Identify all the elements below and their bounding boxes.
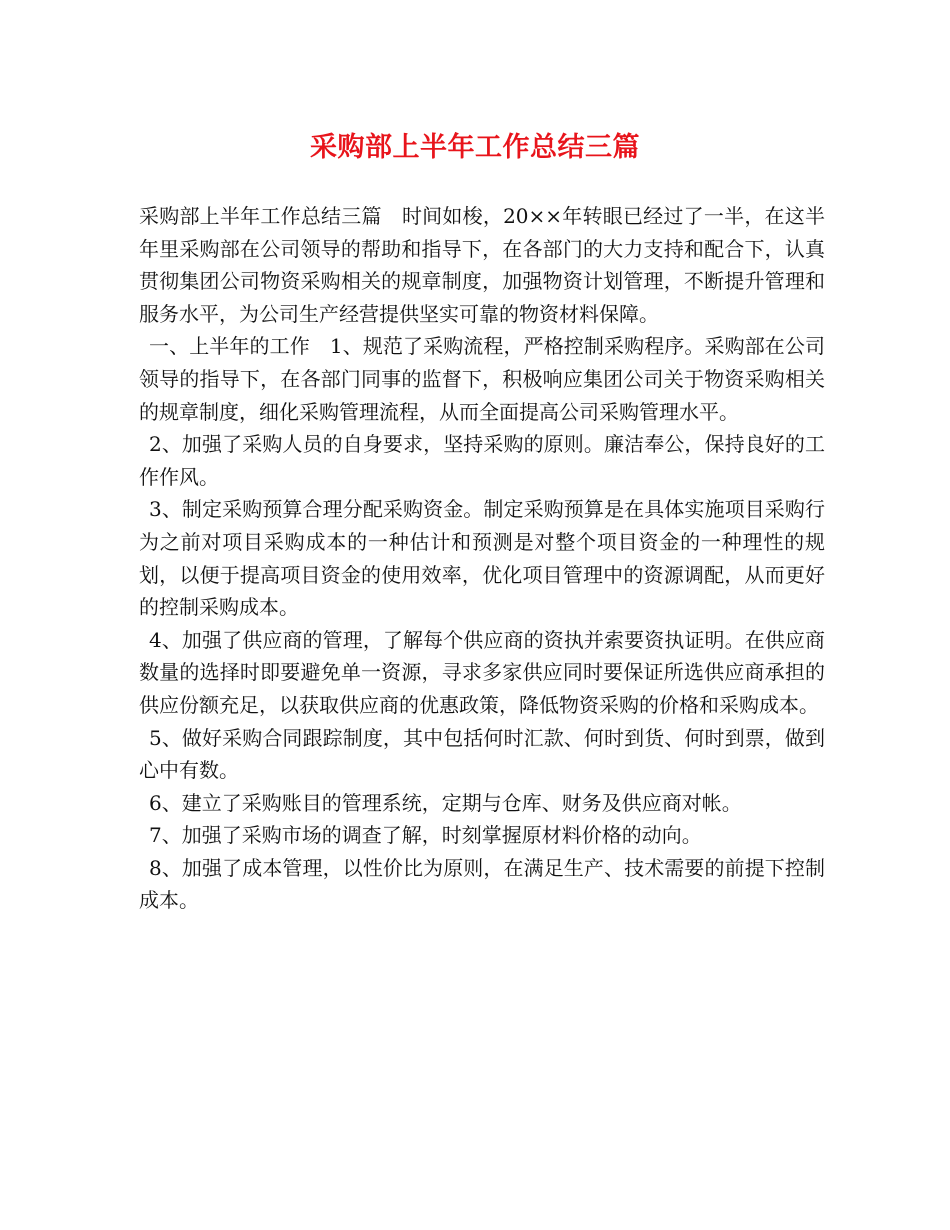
document-title: 采购部上半年工作总结三篇 — [310, 132, 640, 163]
paragraph-item-7: 7、加强了采购市场的调查了解，时刻掌握原材料价格的动向。 — [149, 823, 702, 848]
paragraph-item-3: 3、制定采购预算合理分配采购资金。制定采购预算是在具体实施项目采购行为之前对项目采购成本的一种估计和预测是对整个项目资金的一种理性的规划，以便于提高项目资金的使用效率，优化项目管理中的资源调配，从而更好的控制采购成本。 — [139, 497, 825, 620]
paragraph-item-8: 8、加强了成本管理，以性价比为原则，在满足生产、技术需要的前提下控制成本。 — [139, 855, 825, 913]
paragraph-item-2: 2、加强了采购人员的自身要求，坚持采购的原则。廉洁奉公，保持良好的工作作风。 — [139, 432, 825, 489]
document-body — [139, 200, 825, 917]
paragraph-section-1-item-1: 一、上半年的工作 1、规范了采购流程，严格控制采购程序。采购部在公司领导的指导下，在各部门同事的监督下，积极响应集团公司关于物资采购相关的规章制度，细化采购管理流程，从而全面提高公司采购管理水平。 — [139, 334, 825, 424]
paragraph-intro: 采购部上半年工作总结三篇 时间如梭，20××年转眼已经过了一半，在这半年里采购部在公司领导的帮助和指导下，在各部门的大力支持和配合下，认真贯彻集团公司物资采购相关的规章制度，加强物资计划管理，不断提升管理和服务水平，为公司生产经营提供坚实可靠的物资材料保障。 — [139, 204, 825, 326]
paragraph-item-5: 5、做好采购合同跟踪制度，其中包括何时汇款、何时到货、何时到票，做到心中有数。 — [139, 725, 825, 783]
paragraph-item-4: 4、加强了供应商的管理，了解每个供应商的资执并索要资执证明。在供应商数量的选择时即要避免单一资源，寻求多家供应同时要保证所选供应商承担的供应份额充足，以获取供应商的优惠政策，降低物资采购的价格和采购成本。 — [139, 627, 825, 717]
paragraph-item-6: 6、建立了采购账目的管理系统，定期与仓库、财务及供应商对帐。 — [149, 790, 742, 815]
